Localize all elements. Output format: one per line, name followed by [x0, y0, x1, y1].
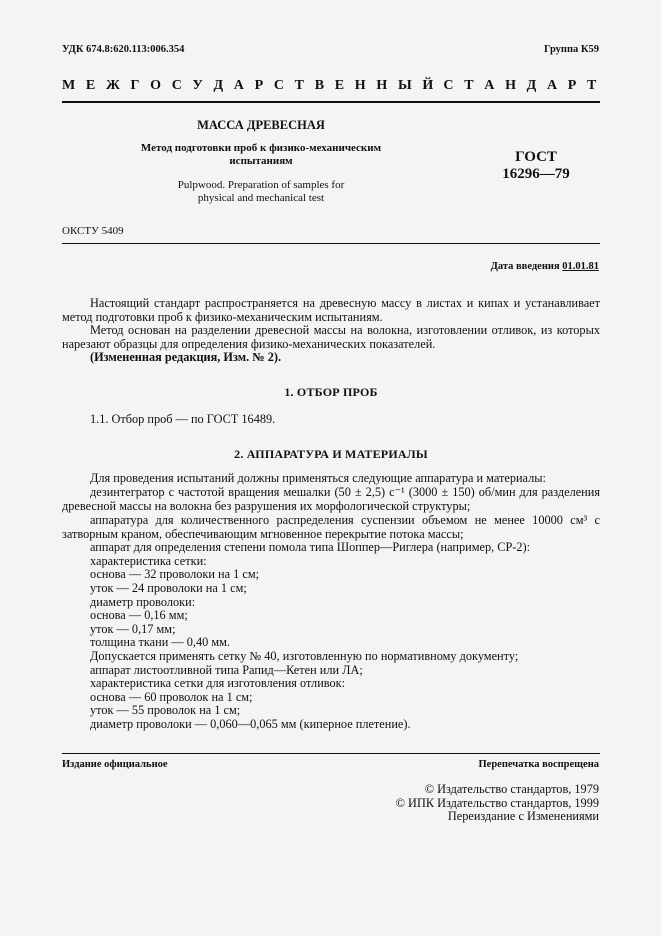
reissue-note: Переиздание с Изменениями [447, 809, 599, 824]
section-1-heading: 1. ОТБОР ПРОБ [284, 385, 378, 399]
list-item: характеристика сетки для изготовления отливок: [90, 676, 346, 690]
title-ru-sub-line2: испытаниям [229, 154, 293, 167]
list-item: уток — 55 проволок на 1 см; [90, 703, 241, 717]
effective-date-label: Дата введения [490, 261, 560, 272]
intro-amendment-note: (Измененная редакция, Изм. № 2). [90, 350, 282, 364]
disintegrator-item: дезинтегратор с частотой вращения мешалки (50 ± 2,5) с⁻¹ (3000 ± 150) об/мин для разделения древесной массы на волокна без разрушения их морфологической структуры; [62, 485, 600, 513]
copyright-1999: © ИПК Издательство стандартов, 1999 [395, 795, 599, 810]
section-2-lead: Для проведения испытаний должны применяться следующие аппаратура и материалы: [90, 471, 546, 485]
list-item: основа — 32 проволоки на 1 см; [90, 567, 260, 581]
title-rule [62, 243, 600, 244]
title-ru-sub-line1: Метод подготовки проб к физико-механическим [140, 142, 382, 154]
standard-banner [62, 78, 600, 94]
footer-rule [62, 753, 600, 754]
title-ru-main: МАССА ДРЕВЕСНАЯ [197, 118, 325, 132]
list-item: характеристика сетки: [90, 554, 207, 568]
intro-paragraph-2: Метод основан на разделении древесной массы на волокна, изготовлении отливок, из которых нарезают образцы для определения физико-механических показателей. [62, 323, 600, 351]
effective-date [491, 261, 599, 272]
reprint-prohibited: Перепечатка воспрещена [478, 759, 599, 770]
copyright-1979: © Издательство стандартов, 1979 [424, 782, 599, 796]
udk-code: УДК 674.8:620.113:006.354 [62, 44, 185, 55]
list-item: толщина ткани — 0,40 мм. [90, 635, 230, 649]
list-item: диаметр проволоки: [90, 595, 196, 609]
list-item: диаметр проволоки — 0,060—0,065 мм (киперное плетение). [90, 717, 411, 731]
banner-rule [62, 101, 600, 103]
okstu-code: ОКСТУ 5409 [62, 225, 124, 237]
list-item: аппарат для определения степени помола типа Шоппер—Риглера (например, СР-2): [90, 540, 531, 554]
group-code: Группа К59 [543, 44, 599, 55]
section-2-heading: 2. АППАРАТУРА И МАТЕРИАЛЫ [234, 447, 428, 461]
gost-designation [488, 149, 584, 183]
title-en [110, 179, 412, 204]
section-1-item: 1.1. Отбор проб — по ГОСТ 16489. [90, 412, 276, 426]
list-item: уток — 24 проволоки на 1 см; [90, 581, 247, 595]
intro-paragraph-1: Настоящий стандарт распространяется на древесную массу в листах и кипах и устанавливает метод подготовки проб к физико-механическим испытаниям. [62, 296, 600, 324]
title-en-line1: Pulpwood. Preparation of samples for [177, 179, 345, 191]
list-item: Допускается применять сетку № 40, изготовленную по нормативному документу; [90, 649, 519, 663]
distribution-apparatus-item: аппаратура для количественного распределения суспензии объемом не менее 10000 см³ с затворным краном, обеспечивающим мгновенное перекрытие потока массы; [62, 513, 600, 541]
gost-number: 16296—79 [502, 166, 570, 182]
title-en-line2: physical and mechanical test [197, 191, 325, 204]
banner-word-2: С Т А Н Д А Р Т [443, 78, 600, 93]
banner-word-1: М Е Ж Г О С У Д А Р С Т В Е Н Н Ы Й [62, 78, 437, 93]
title-ru-sub [110, 142, 412, 167]
list-item: аппарат листоотливной типа Рапид—Кетен или ЛА; [90, 663, 363, 677]
effective-date-value: 01.01.81 [562, 261, 599, 272]
list-item: основа — 0,16 мм; [90, 608, 188, 622]
gost-label: ГОСТ [515, 149, 557, 165]
list-item: уток — 0,17 мм; [90, 622, 176, 636]
copyright-block [396, 783, 599, 824]
list-item: основа — 60 проволок на 1 см; [90, 690, 253, 704]
official-edition: Издание официальное [62, 759, 168, 770]
